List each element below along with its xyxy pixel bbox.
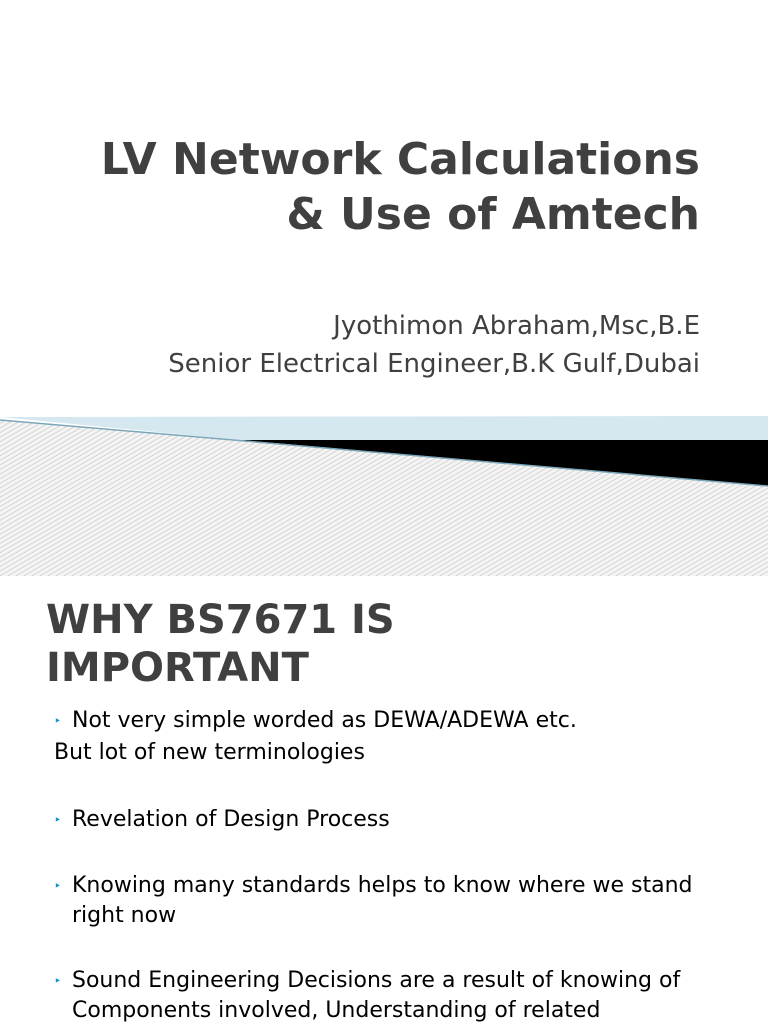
bullet-text: Knowing many standards helps to know where we stand right now (72, 873, 693, 928)
slide-heading: WHY BS7671 IS IMPORTANT (46, 597, 395, 691)
bullet-item (54, 706, 754, 736)
bullet-item (54, 966, 754, 1026)
bullet-text: Revelation of Design Process (72, 807, 390, 832)
bullet-item (54, 805, 754, 835)
continuation-text: But lot of new terminologies (54, 740, 365, 765)
bullet-text: Sound Engineering Decisions are a result of knowing of Components involved, Understanding of related (72, 968, 681, 1023)
bullet-text: Not very simple worded as DEWA/ADEWA etc. (72, 708, 577, 733)
bullet-marker-icon: ‣ (54, 974, 62, 988)
bullet-marker-icon: ‣ (54, 714, 62, 728)
decorative-band (0, 400, 768, 576)
slide-title: LV Network Calculations & Use of Amtech (100, 134, 700, 240)
author-name: Jyothimon Abraham,Msc,B.E (333, 311, 700, 341)
author-role: Senior Electrical Engineer,B.K Gulf,Dubai (168, 349, 700, 379)
bullet-marker-icon: ‣ (54, 879, 62, 893)
bullet-marker-icon: ‣ (54, 813, 62, 827)
bullet-item (54, 871, 714, 931)
